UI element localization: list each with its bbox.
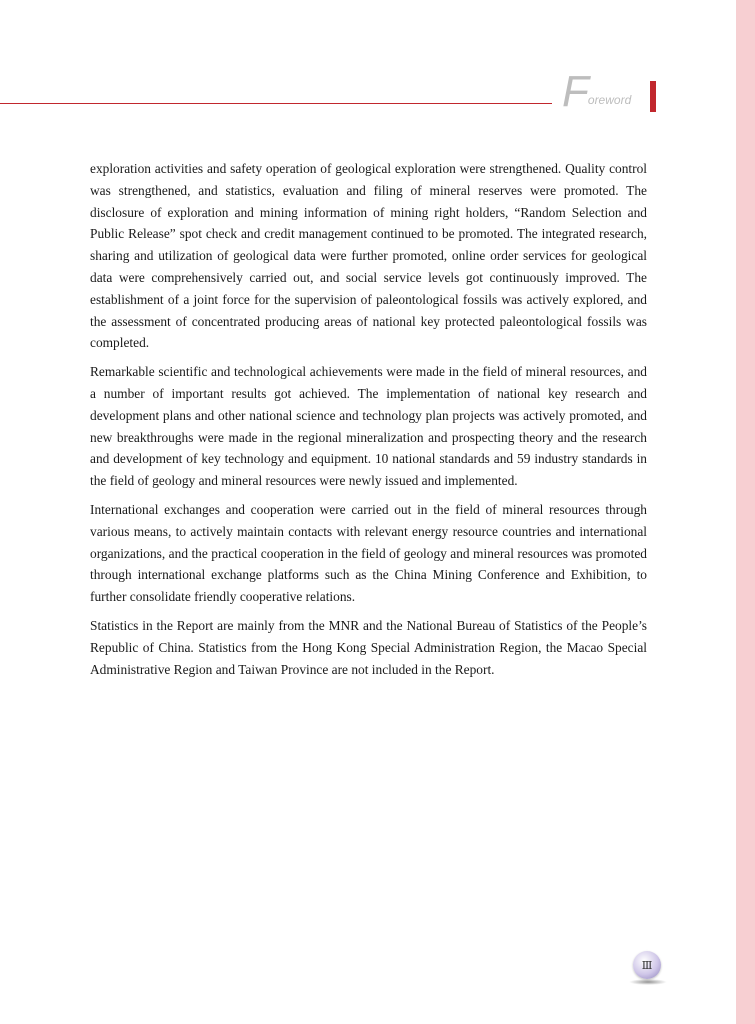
- paragraph: Statistics in the Report are mainly from the MNR and the National Bureau of Statistics of the People’s Republic of China. Statistics from the Hong Kong Special Administration Region, the Macao Special Administrative Region and Taiwan Province are not included in the Report.: [90, 617, 647, 677]
- body-text: [90, 158, 647, 687]
- paragraph: exploration activities and safety operation of geological exploration were strengthened. Quality control was strengthened, and statistics, evaluation and filing of mineral reserves were promoted. The disclosure of exploration and mining information of mining right holders, “Random Selection and Public Release” spot check and credit management continued to be promoted. The integrated research, sharing and utilization of geological data were further promoted, online order services for geological data were comprehensively carried out, and social service levels got continuously improved. The establishment of a joint force for the supervision of paleontological fossils was actively explored, and the assessment of concentrated producing areas of national key protected paleontological fossils was completed.: [90, 161, 647, 351]
- section-title-initial: F: [562, 67, 589, 116]
- paragraph: International exchanges and cooperation were carried out in the field of mineral resources through various means, to actively maintain contacts with relevant energy resource countries and international organizations, and the practical cooperation in the field of geology and mineral resources was promoted through international exchange platforms such as the China Mining Conference and Exhibition, to further consolidate friendly cooperative relations.: [90, 501, 647, 605]
- header-rule: [0, 103, 552, 104]
- paragraph: Remarkable scientific and technological achievements were made in the field of mineral resources, and a number of important results got achieved. The implementation of national key research and development plans and other national science and technology plan projects was actively promoted, and new breakthroughs were made in the regional mineralization and prospecting theory and the research and development of key technology and equipment. 10 national standards and 59 industry standards in the field of geology and mineral resources were newly issued and implemented.: [90, 364, 647, 489]
- header-accent-bar: [650, 81, 656, 112]
- page-number: Ⅲ: [641, 959, 653, 972]
- page-number-shadow: [629, 979, 667, 985]
- page-number-badge: [633, 951, 661, 979]
- side-decoration-strip: [736, 0, 755, 1024]
- section-title-rest: oreword: [587, 93, 632, 107]
- section-title: [562, 67, 632, 116]
